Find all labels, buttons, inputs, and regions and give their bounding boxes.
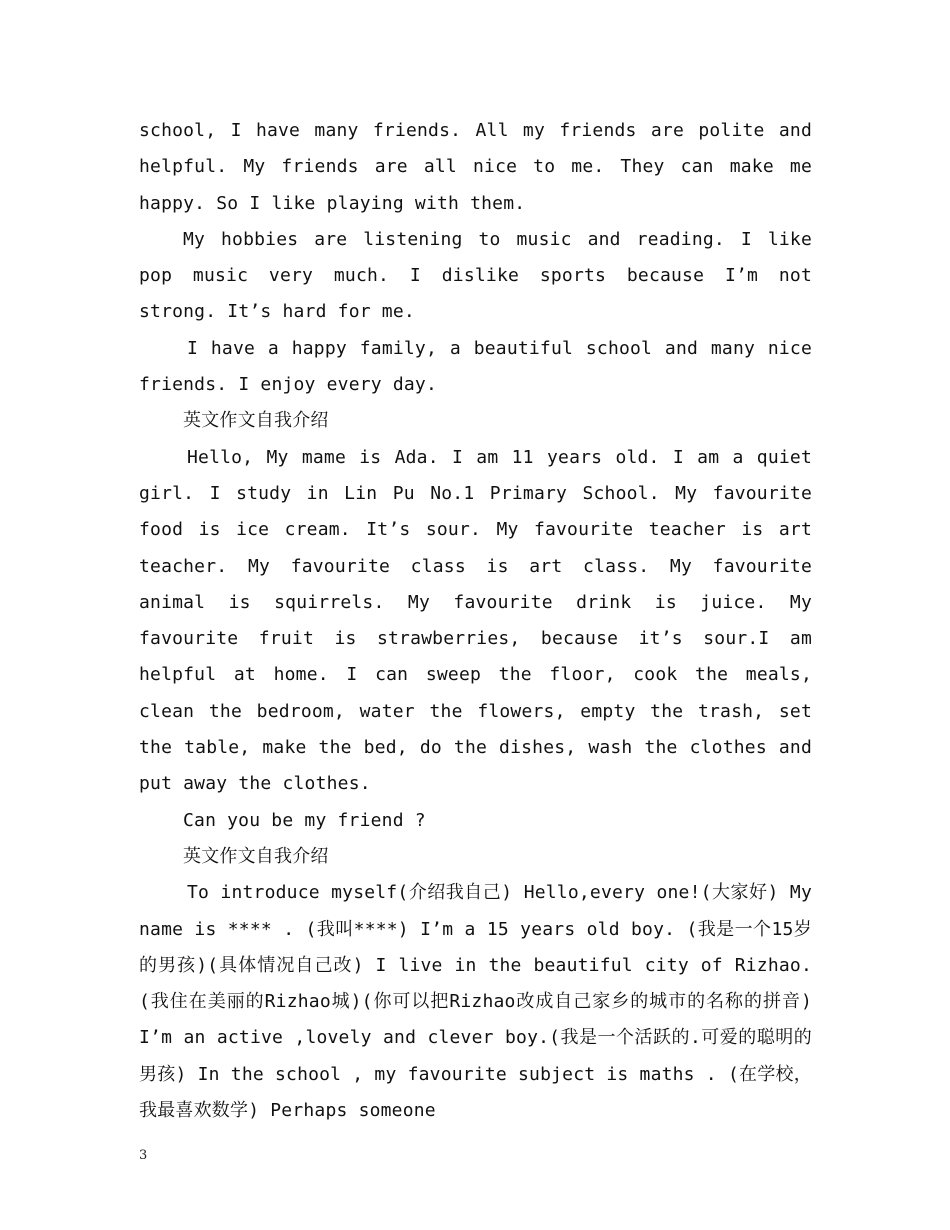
section-heading: 英文作文自我介绍 — [183, 845, 329, 867]
section-heading: 英文作文自我介绍 — [183, 410, 329, 432]
page-number: 3 — [139, 1148, 148, 1163]
paragraph-school-friends: school, I have many friends. All my friends are polite and helpful. My friends are all nice to me. They can make me happy. So I like playing with them. — [139, 120, 812, 214]
paragraph-hobbies: My hobbies are listening to music and reading. I like pop music very much. I dislike sports because I’m not strong. It’s hard for me. — [139, 228, 812, 323]
paragraph-introduce-myself: To introduce myself(介绍我自己) Hello,every one!(大家好) My name is **** . (我叫****) I’m a 15 years old boy. (我是一个15岁的男孩)(具体情况自己改) I live in the beautiful city of Rizhao.(我住在美丽的Rizhao城)(你可以把Rizhao改成自己家乡的城市的名称的拼音) I’m an active ,lovely and clever boy.(我是一个活跃的.可爱的聪明的男孩) In the school , my favourite subject is maths . (在学校，我最喜欢数学) Perhaps someone — [139, 882, 812, 1122]
body-text — [139, 113, 812, 1129]
paragraph-be-my-friend: Can you be my friend ? — [183, 809, 426, 831]
paragraph-happy-family: I have a happy family, a beautiful school and many nice friends. I enjoy every day. — [139, 337, 812, 396]
paragraph-ada-intro: Hello, My mame is Ada. I am 11 years old. I am a quiet girl. I study in Lin Pu No.1 Primary School. My favourite food is ice cream. It’s sour. My favourite teacher is art teacher. My favourite class is art class. My favourite animal is squirrels. My favourite drink is juice. My favourite fruit is strawberries, because it’s sour.I am helpful at home. I can sweep the floor, cook the meals, clean the bedroom, water the flowers, empty the trash, set the table, make the bed, do the dishes, wash the clothes and put away the clothes. — [139, 446, 812, 795]
